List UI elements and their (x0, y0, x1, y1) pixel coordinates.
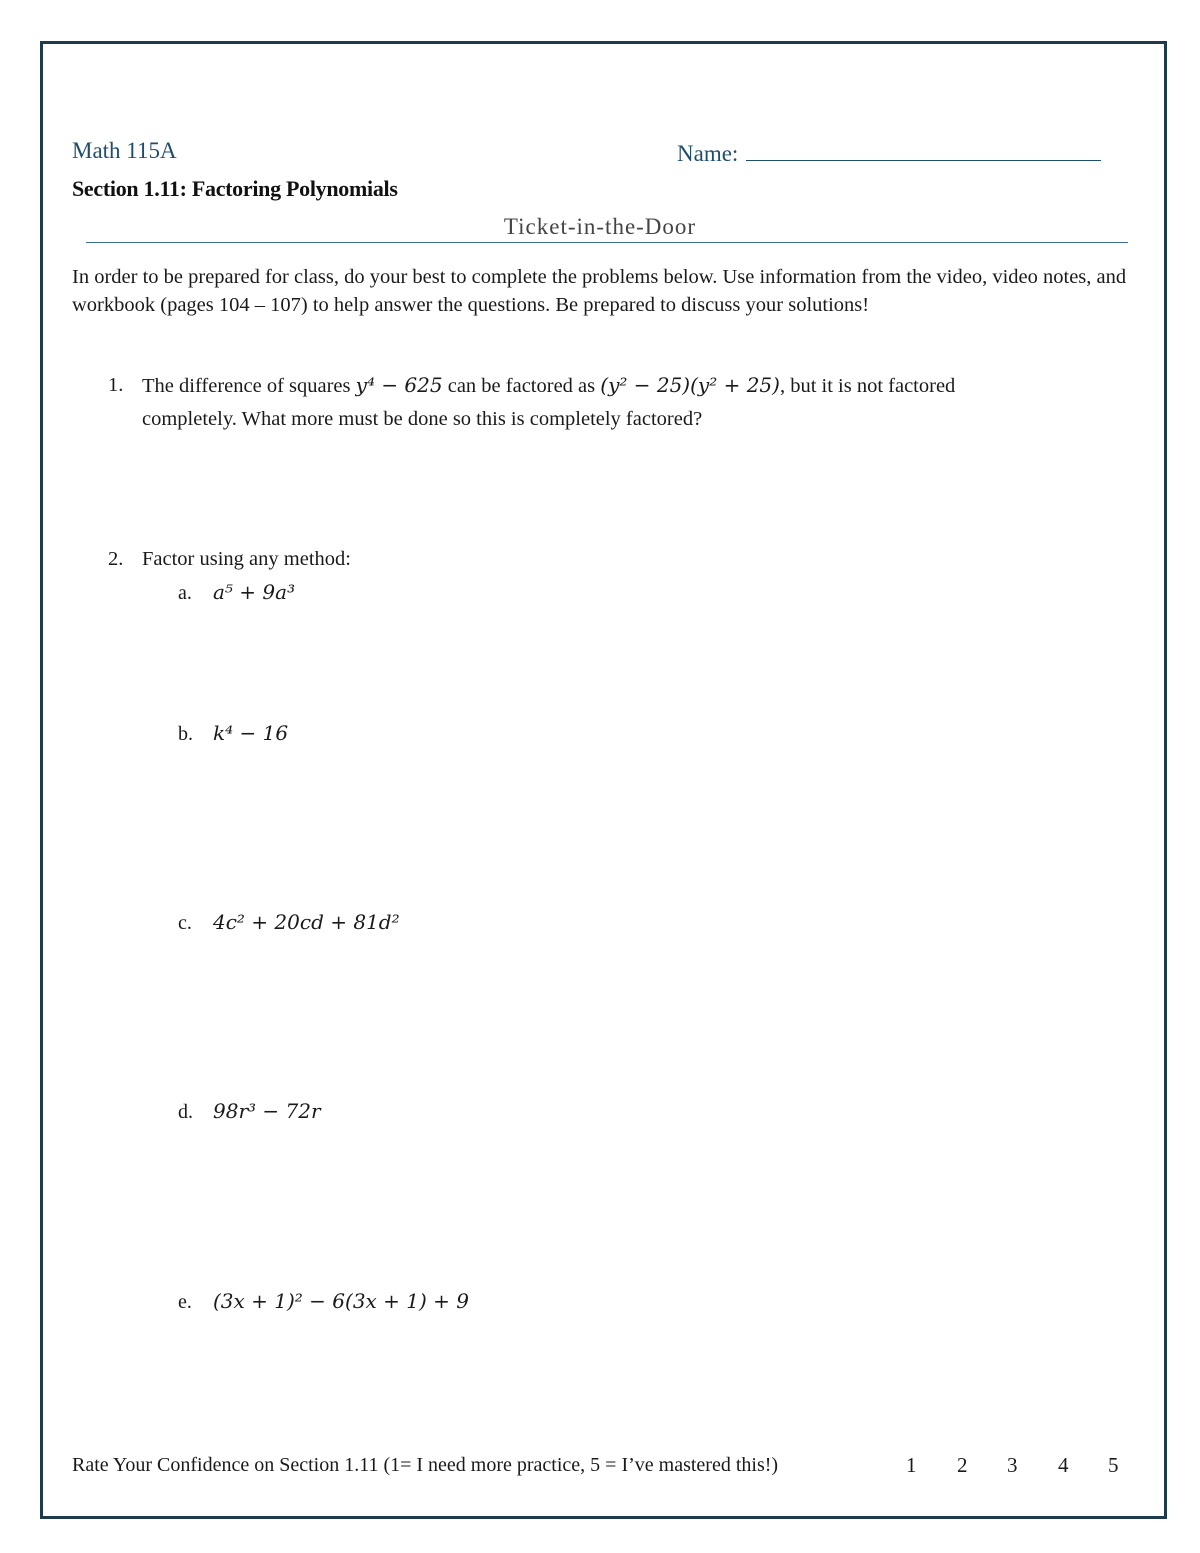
name-label: Name: (677, 141, 739, 166)
question-2-number: 2. (108, 548, 124, 570)
confidence-prompt: Rate Your Confidence on Section 1.11 (1= I need more practice, 5 = I’ve mastered this!) (72, 1454, 779, 1476)
question-1-text-b: can be factored as (447, 375, 596, 397)
part-e-expression: (3x + 1)² − 6(3x + 1) + 9 (213, 1289, 470, 1313)
page-border (40, 41, 1167, 1519)
part-a-label: a. (178, 582, 192, 604)
question-1-expression-a: y⁴ − 625 (355, 373, 443, 397)
part-d-label: d. (178, 1101, 193, 1123)
question-2-text: Factor using any method: (142, 548, 351, 570)
name-blank-line[interactable] (746, 138, 1101, 161)
ticket-title: Ticket-in-the-Door (503, 214, 697, 239)
part-d-expression: 98r³ − 72r (213, 1099, 321, 1123)
question-1-expression-b: (y² − 25)(y² + 25) (600, 373, 780, 397)
part-c-label: c. (178, 912, 192, 934)
question-1-line-2: completely. What more must be done so this is completely factored? (142, 408, 703, 430)
question-1-text-c: , but it is not factored (779, 375, 956, 397)
rating-4[interactable]: 4 (1058, 1453, 1069, 1477)
part-e-label: e. (178, 1291, 192, 1313)
question-1-number: 1. (108, 374, 124, 396)
rating-2[interactable]: 2 (957, 1453, 968, 1477)
intro-paragraph: In order to be prepared for class, do your best to complete the problems below. Use information from the video, video notes, and workbook (pages 104 – 107) to help answer the questions. Be prepared to discuss your solutions! (72, 266, 1127, 316)
rating-5[interactable]: 5 (1108, 1453, 1119, 1477)
question-1-text-a: The difference of squares (142, 375, 351, 397)
course-title: Math 115A (72, 138, 177, 163)
question-1-line-1 (142, 369, 955, 403)
rating-3[interactable]: 3 (1007, 1453, 1018, 1477)
name-field (677, 138, 1101, 167)
header-divider (86, 242, 1128, 243)
rating-1[interactable]: 1 (906, 1453, 917, 1477)
part-a-expression: a⁵ + 9a³ (213, 580, 296, 604)
part-b-label: b. (178, 723, 193, 745)
part-b-expression: k⁴ − 16 (213, 721, 289, 745)
section-title: Section 1.11: Factoring Polynomials (72, 176, 398, 201)
part-c-expression: 4c² + 20cd + 81d² (213, 910, 400, 934)
